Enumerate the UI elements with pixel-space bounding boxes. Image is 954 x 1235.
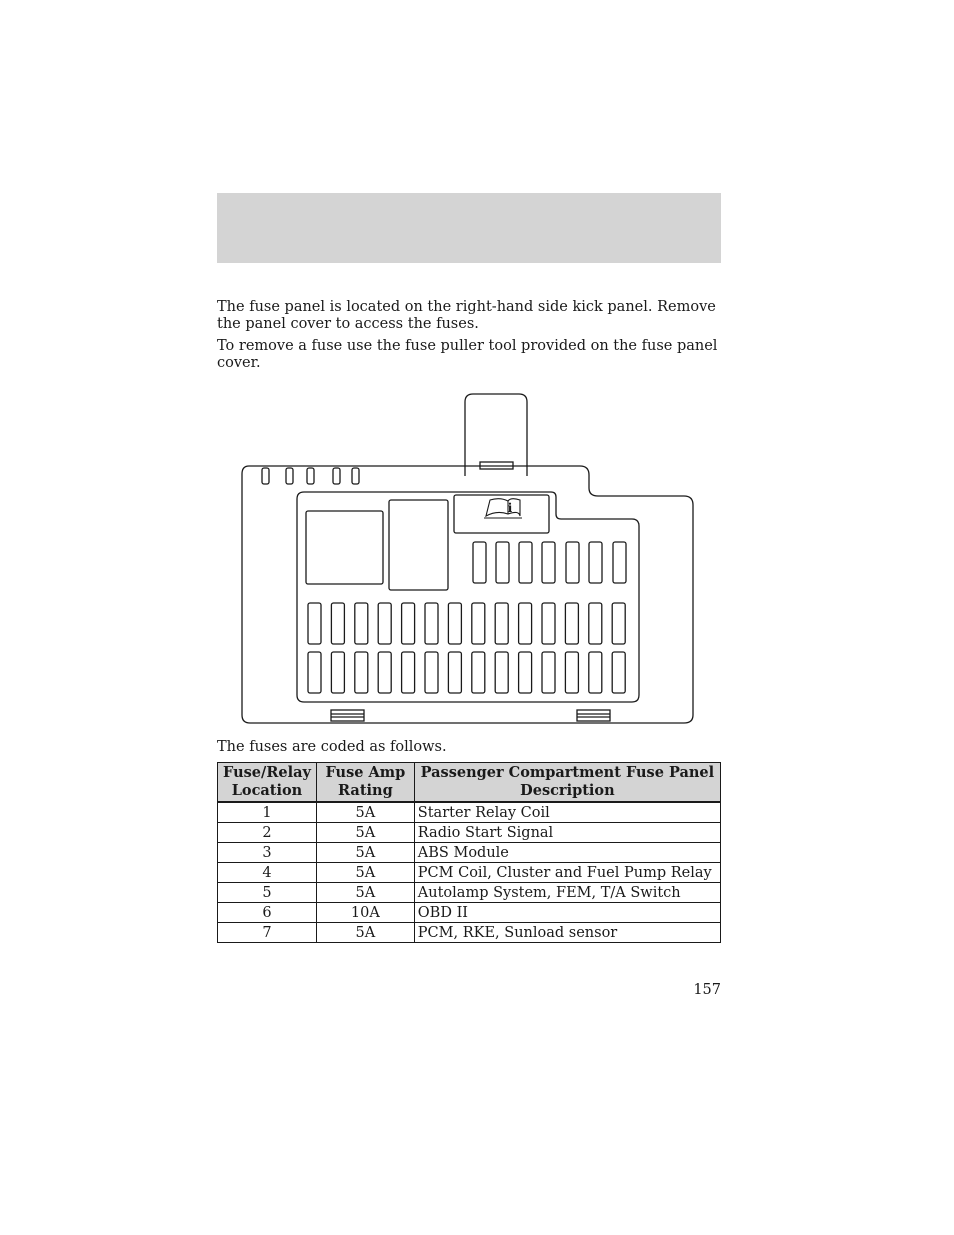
cell-location: 4 xyxy=(218,863,317,883)
table-row xyxy=(218,802,721,823)
header-location: Fuse/Relay Location xyxy=(218,763,317,803)
info-label-box xyxy=(454,495,549,533)
fuse-slot xyxy=(378,603,391,644)
fuse-slot xyxy=(566,542,579,583)
cell-description: OBD II xyxy=(414,903,720,923)
fuse-slot xyxy=(472,652,485,693)
connector-pin xyxy=(352,468,359,484)
table-row xyxy=(218,843,721,863)
info-letter: i xyxy=(507,501,513,515)
fuse-slot xyxy=(565,652,578,693)
fuse-slot xyxy=(613,542,626,583)
fuse-slot xyxy=(355,603,368,644)
cell-location: 2 xyxy=(218,823,317,843)
cell-rating: 5A xyxy=(316,923,414,943)
fuse-slot xyxy=(565,603,578,644)
fuse-table xyxy=(217,762,721,943)
connector-pin xyxy=(262,468,269,484)
fuse-slot xyxy=(355,652,368,693)
fuse-slot-group xyxy=(308,542,626,693)
table-intro: The fuses are coded as follows. xyxy=(217,739,447,755)
cell-rating: 5A xyxy=(316,883,414,903)
cell-rating: 5A xyxy=(316,843,414,863)
fuse-slot xyxy=(308,652,321,693)
cell-rating: 5A xyxy=(316,863,414,883)
fuse-slot xyxy=(402,603,415,644)
fuse-puller-tab xyxy=(465,394,527,476)
cell-description: ABS Module xyxy=(414,843,720,863)
fuse-slot xyxy=(542,542,555,583)
table-row xyxy=(218,923,721,943)
table-row xyxy=(218,883,721,903)
fuse-slot xyxy=(448,652,461,693)
fuse-slot xyxy=(402,652,415,693)
intro-paragraph-removal: To remove a fuse use the fuse puller tool provided on the fuse panel cover. xyxy=(217,338,718,371)
fuse-slot xyxy=(542,603,555,644)
fuse-slot xyxy=(519,542,532,583)
cell-location: 1 xyxy=(218,802,317,823)
fuse-slot xyxy=(495,652,508,693)
fuse-slot xyxy=(589,542,602,583)
cell-location: 5 xyxy=(218,883,317,903)
fuse-slot xyxy=(519,652,532,693)
fuse-slot xyxy=(425,603,438,644)
cell-rating: 5A xyxy=(316,802,414,823)
owner-manual-info-icon xyxy=(484,499,522,518)
fuse-slot xyxy=(495,603,508,644)
fuse-slot xyxy=(331,603,344,644)
cell-rating: 5A xyxy=(316,823,414,843)
fuse-slot xyxy=(331,652,344,693)
section-header-band xyxy=(217,193,721,263)
header-description: Passenger Compartment Fuse Panel Description xyxy=(414,763,720,803)
fuse-slot xyxy=(472,603,485,644)
relay-tall xyxy=(389,500,448,590)
cell-location: 3 xyxy=(218,843,317,863)
cell-location: 7 xyxy=(218,923,317,943)
fuse-slot xyxy=(308,603,321,644)
fuse-slot xyxy=(612,603,625,644)
fuse-slot xyxy=(542,652,555,693)
connector-pin xyxy=(333,468,340,484)
fuse-slot xyxy=(589,603,602,644)
table-header-row xyxy=(218,763,721,803)
cell-description: PCM, RKE, Sunload sensor xyxy=(414,923,720,943)
connector-pin xyxy=(286,468,293,484)
cell-location: 6 xyxy=(218,903,317,923)
page-number: 157 xyxy=(693,982,721,998)
fuse-slot xyxy=(589,652,602,693)
cell-description: Starter Relay Coil xyxy=(414,802,720,823)
fuse-block-outline xyxy=(297,492,639,702)
fuse-slot xyxy=(448,603,461,644)
table-row xyxy=(218,863,721,883)
fuse-slot xyxy=(519,603,532,644)
intro-paragraph-location: The fuse panel is located on the right-hand side kick panel. Remove the panel cover to access the fuses. xyxy=(217,299,716,332)
fuse-slot xyxy=(473,542,486,583)
fuse-slot xyxy=(496,542,509,583)
table-row xyxy=(218,903,721,923)
table-row xyxy=(218,823,721,843)
fuse-slot xyxy=(378,652,391,693)
fuse-slot xyxy=(612,652,625,693)
cell-rating: 10A xyxy=(316,903,414,923)
latch-slot-left xyxy=(331,710,364,721)
connector-pin xyxy=(307,468,314,484)
cell-description: Radio Start Signal xyxy=(414,823,720,843)
latch-slot-right xyxy=(577,710,610,721)
fuse-slot xyxy=(425,652,438,693)
cell-description: Autolamp System, FEM, T/A Switch xyxy=(414,883,720,903)
cell-description: PCM Coil, Cluster and Fuel Pump Relay xyxy=(414,863,720,883)
relay-large xyxy=(306,511,383,584)
header-rating: Fuse Amp Rating xyxy=(316,763,414,803)
fuse-panel-diagram xyxy=(235,390,700,730)
connector-slot-group xyxy=(262,468,359,484)
